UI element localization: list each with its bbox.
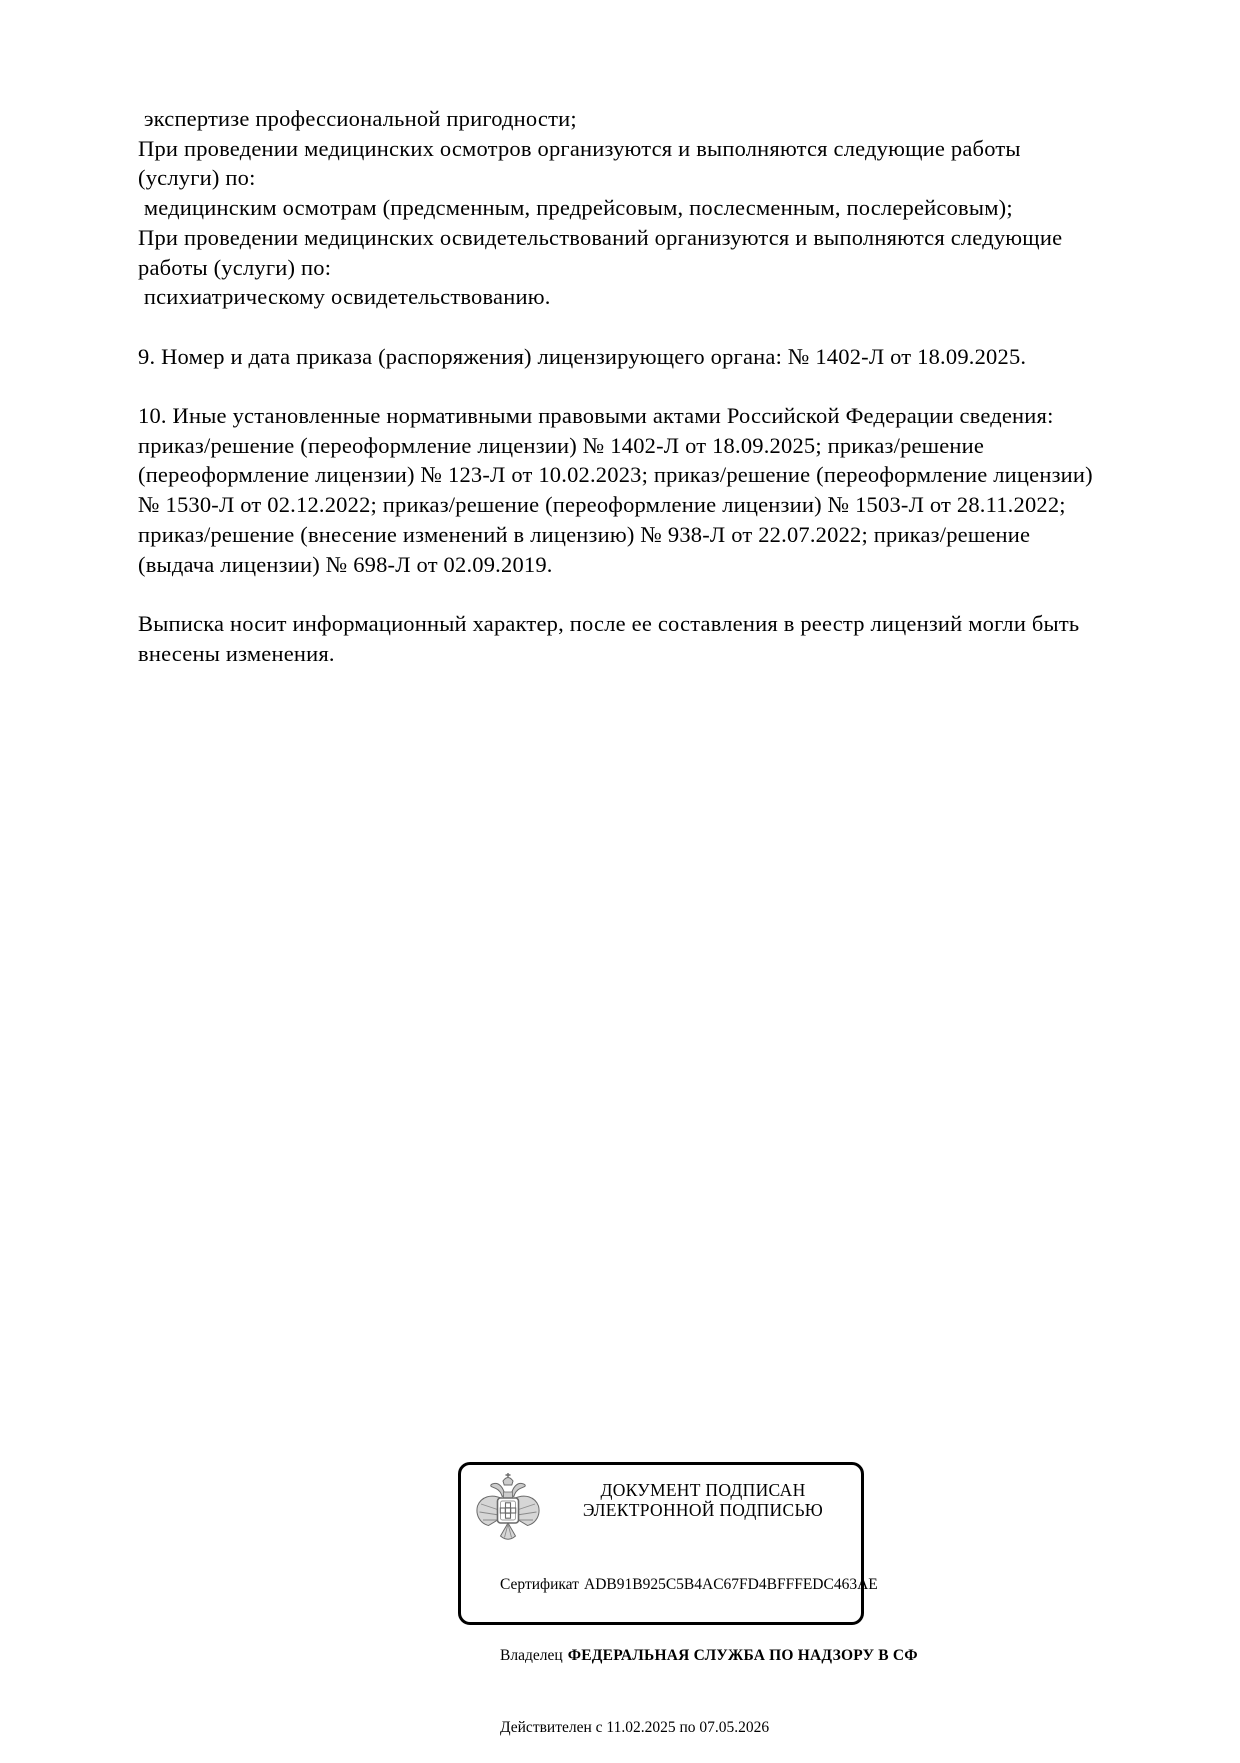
certificate-label: Сертификат <box>500 1575 579 1593</box>
text-line: приказ/решение (переоформление лицензии) № 1402-Л от 18.09.2025; приказ/решение <box>138 432 985 458</box>
paragraph-services-continued <box>138 104 1208 312</box>
validity-text: Действителен с 11.02.2025 по 07.05.2026 <box>500 1718 770 1736</box>
owner-label: Владелец <box>500 1647 563 1665</box>
text-line: 10. Иные установленные нормативными правовыми актами Российской Федерации сведения: <box>138 403 1054 428</box>
electronic-signature-stamp <box>458 1462 918 1736</box>
stamp-title-line-2: ЭЛЕКТРОННОЙ ПОДПИСЬЮ <box>582 1500 824 1520</box>
text-line: (переоформление лицензии) № 123-Л от 10.02.2023; приказ/решение (переоформление лицензии) <box>138 462 1093 488</box>
text-line: (выдача лицензии) № 698-Л от 02.09.2019. <box>138 551 553 577</box>
certificate-value: ADB91B925C5B4AC67FD4BFFFEDC463AE <box>584 1575 878 1593</box>
text-line: При проведении медицинских осмотров организуются и выполняются следующие работы <box>138 135 1021 161</box>
text-line: (услуги) по: <box>138 165 256 191</box>
text-line: приказ/решение (внесение изменений в лицензию) № 938-Л от 22.07.2022; приказ/решение <box>138 521 1031 547</box>
text-line: № 1530-Л от 02.12.2022; приказ/решение (переоформление лицензии) № 1503-Л от 28.11.2022; <box>138 492 1066 518</box>
stamp-title <box>551 1480 855 1520</box>
stamp-title-line-1: ДОКУМЕНТ ПОДПИСАН <box>600 1480 806 1500</box>
text-line: Выписка носит информационный характер, после ее составления в реестр лицензий могли быть <box>138 610 1080 636</box>
document-body <box>138 104 1208 668</box>
double-headed-eagle-emblem-icon <box>474 1472 542 1544</box>
text-line: психиатрическому освидетельствованию. <box>138 284 551 310</box>
stamp-info <box>469 1549 918 1763</box>
text-line: работы (услуги) по: <box>138 254 332 280</box>
certificate-row <box>469 1549 918 1620</box>
text-line: медицинским осмотрам (предсменным, предрейсовым, послесменным, послерейсовым); <box>138 195 1013 221</box>
text-line: экспертизе профессиональной пригодности; <box>138 106 577 131</box>
text-line: При проведении медицинских освидетельствований организуются и выполняются следующие <box>138 224 1063 250</box>
paragraph-disclaimer <box>138 609 1208 668</box>
owner-row <box>469 1620 918 1691</box>
text-line: внесены изменения. <box>138 640 335 666</box>
validity-row <box>469 1692 918 1763</box>
owner-value: ФЕДЕРАЛЬНАЯ СЛУЖБА ПО НАДЗОРУ В СФ <box>567 1647 918 1665</box>
paragraph-item-10 <box>138 401 1208 579</box>
paragraph-item-9 <box>138 342 1208 372</box>
text-line: 9. Номер и дата приказа (распоряжения) лицензирующего органа: № 1402-Л от 18.09.2025. <box>138 343 1027 369</box>
